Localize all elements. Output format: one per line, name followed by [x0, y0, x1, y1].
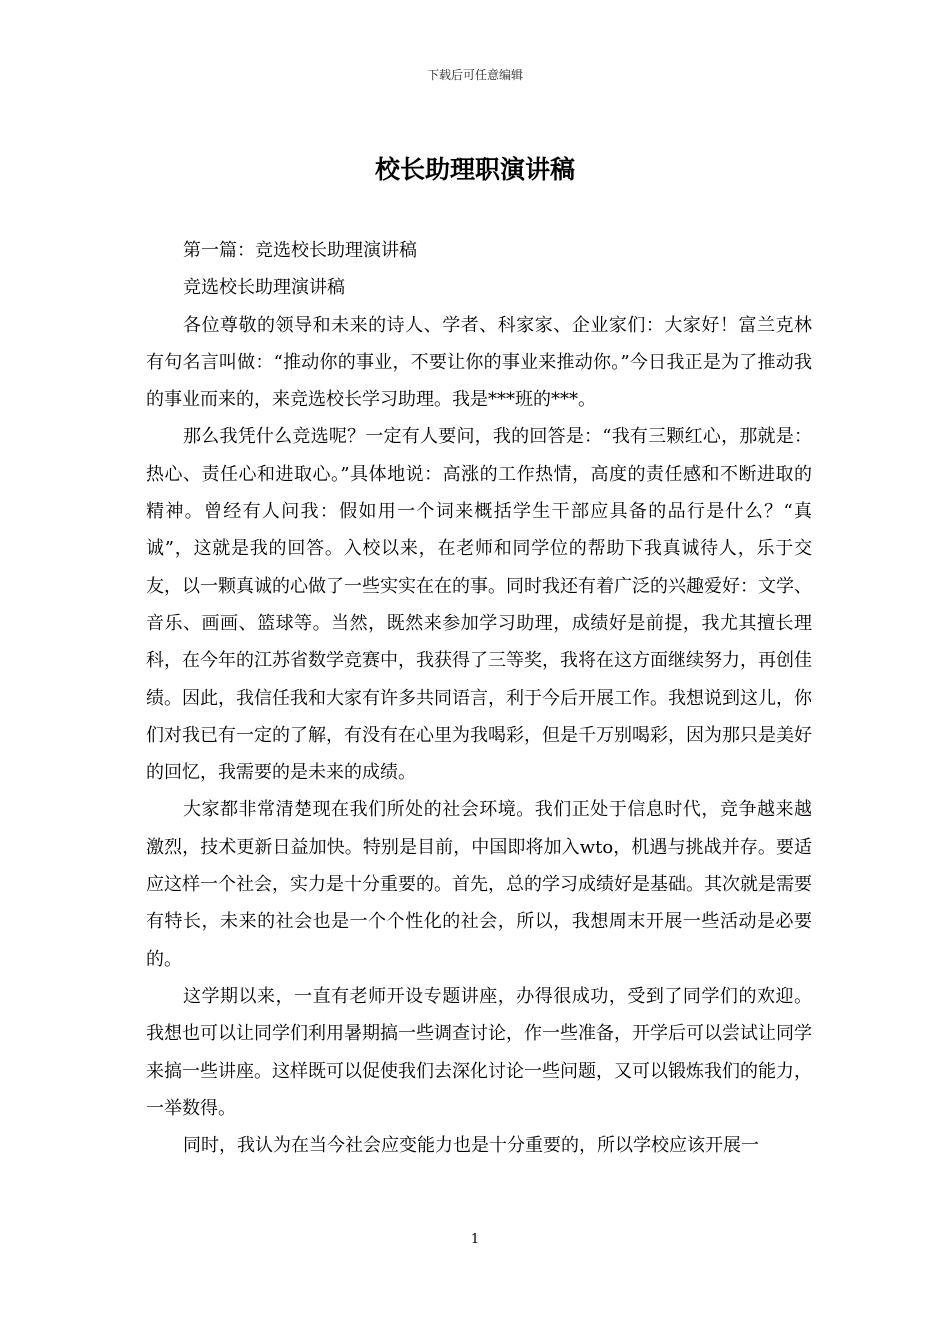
- page-header-note: 下载后可任意编辑: [426, 68, 523, 82]
- paragraph-subtitle: 竞选校长助理演讲稿: [183, 277, 345, 299]
- paragraph-greeting: 各位尊敬的领导和未来的诗人、学者、科家家、企业家们：大家好！富兰克林有句名言叫做：“推动你的事业，不要让你的事业来推动你。”今日我正是为了推动我的事业而来的，来竞选校长学习助理。我是***班的***。: [146, 314, 812, 411]
- document-title: 校长助理职演讲稿: [374, 155, 575, 184]
- paragraph-lectures: 这学期以来，一直有老师开设专题讲座，办得很成功，受到了同学们的欢迎。我想也可以让同学们利用暑期搞一些调查讨论，作一些准备，开学后可以尝试让同学来搞一些讲座。这样既可以促使我们去深化讨论一些问题，又可以锻炼我们的能力，一举数得。: [146, 985, 812, 1119]
- paragraph-adaptability: 同时，我认为在当今社会应变能力也是十分重要的，所以学校应该开展一: [183, 1135, 759, 1157]
- document-body: [146, 232, 812, 1164]
- paragraph-qualifications: 那么我凭什么竞选呢？一定有人要问，我的回答是：“我有三颗红心，那就是：热心、责任心和进取心。”具体地说：高涨的工作热情，高度的责任感和不断进取的精神。曾经有人问我：假如用一个词来概括学生干部应具备的品行是什么？“真诚”，这就是我的回答。入校以来，在老师和同学位的帮助下我真诚待人，乐于交友，以一颗真诚的心做了一些实实在在的事。同时我还有着广泛的兴趣爱好：文学、音乐、画画、篮球等。当然，既然来参加学习助理，成绩好是前提，我尤其擅长理科，在今年的江苏省数学竞赛中，我获得了三等奖，我将在这方面继续努力，再创佳绩。因此，我信任我和大家有许多共同语言，利于今后开展工作。我想说到这儿，你们对我已有一定的了解，有没有在心里为我喝彩，但是千万别喝彩，因为那只是美好的回忆，我需要的是未来的成绩。: [146, 426, 812, 784]
- paragraph-social-environment: 大家都非常清楚现在我们所处的社会环境。我们正处于信息时代，竞争越来越激烈，技术更新日益加快。特别是目前，中国即将加入wto，机遇与挑战并存。要适应这样一个社会，实力是十分重要的。首先，总的学习成绩好是基础。其次就是需要有特长，未来的社会也是一个个性化的社会，所以，我想周末开展一些活动是必要的。: [146, 799, 812, 970]
- page-number: 1: [470, 1232, 480, 1247]
- paragraph-section-heading: 第一篇：竞选校长助理演讲稿: [183, 240, 417, 261]
